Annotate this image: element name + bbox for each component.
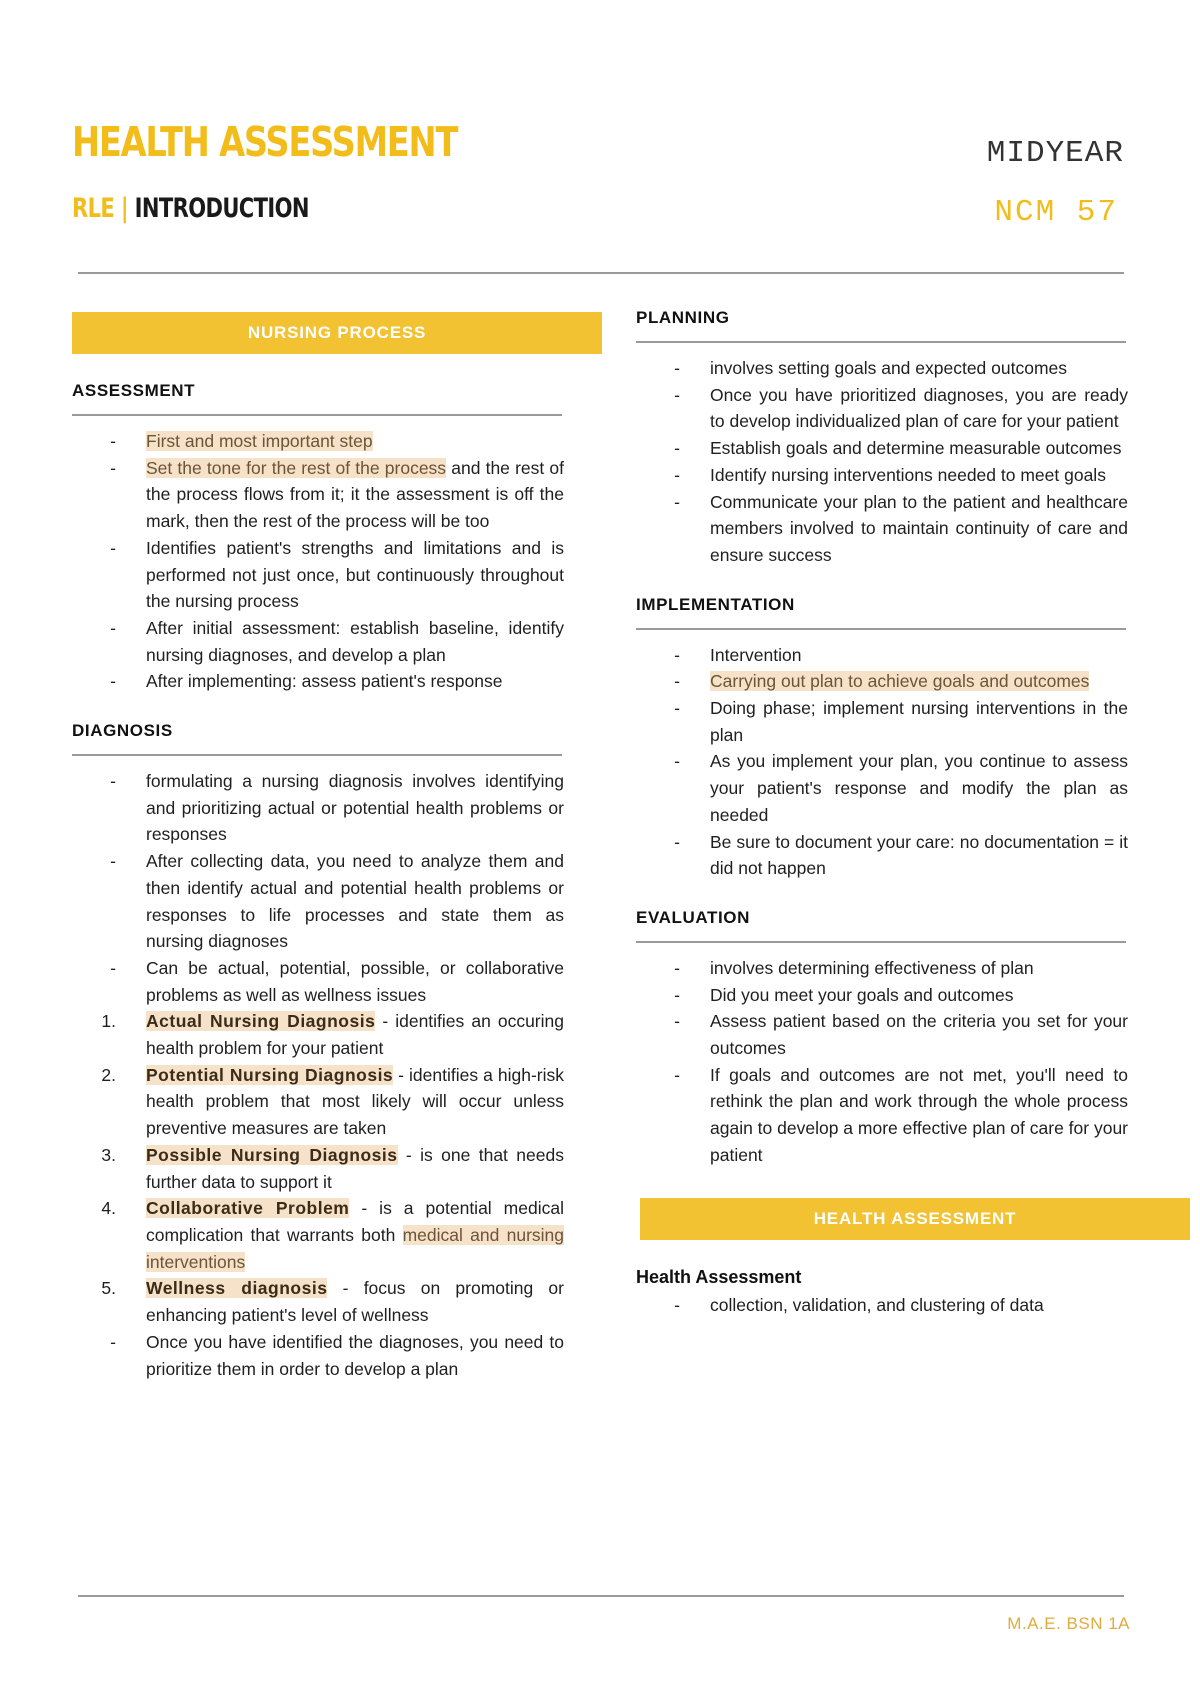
list-item — [72, 455, 564, 535]
assessment-section — [72, 381, 602, 695]
list-item — [72, 1062, 564, 1142]
list-marker: - — [110, 1331, 116, 1352]
list-marker: - — [674, 644, 680, 665]
list-marker: - — [674, 1294, 680, 1315]
evaluation-section — [636, 908, 1186, 1169]
item-text: Intervention — [710, 644, 802, 665]
item-text: After collecting data, you need to analyze them and then identify actual and potential health problems or responses to life processes and state them as nursing diagnoses — [146, 851, 564, 952]
item-text: Identify nursing interventions needed to meet goals — [710, 464, 1106, 485]
list-marker: - — [674, 698, 680, 719]
document-subtitle — [72, 193, 309, 224]
item-text: involves determining effectiveness of plan — [710, 957, 1034, 978]
item-text: Assess patient based on the criteria you set for your outcomes — [710, 1011, 1128, 1059]
list-item — [72, 535, 564, 615]
list-marker: - — [110, 537, 116, 558]
planning-section — [636, 308, 1186, 569]
highlighted-term: Actual Nursing Diagnosis — [146, 1011, 376, 1032]
item-text: collection, validation, and clustering of data — [710, 1294, 1044, 1315]
list-marker: - — [110, 671, 116, 692]
list-marker: - — [674, 358, 680, 378]
list-item — [636, 642, 1128, 669]
left-column — [72, 300, 602, 1382]
section-divider — [72, 414, 562, 416]
term-separator: - — [327, 1278, 349, 1299]
item-text: and the rest of the process flows from it; it the assessment is off the mark, then the rest of the process will be too — [146, 457, 564, 532]
diagnosis-list — [72, 768, 602, 1382]
highlighted-term: Potential Nursing Diagnosis — [146, 1064, 394, 1085]
list-marker: 4. — [101, 1198, 116, 1219]
highlighted-text: Set the tone for the rest of the process — [146, 457, 447, 478]
item-text: Once you have prioritized diagnoses, you are ready to develop individualized plan of care for your patient — [710, 384, 1128, 432]
evaluation-list — [636, 955, 1186, 1169]
list-item — [636, 435, 1128, 462]
health-assessment-heading: Health Assessment — [636, 1266, 802, 1287]
subtitle-prefix: RLE | — [72, 193, 128, 224]
item-text: Be sure to document your care: no documentation = it did not happen — [710, 831, 1128, 879]
item-text: Doing phase; implement nursing interventions in the plan — [710, 698, 1128, 745]
list-item — [636, 668, 1128, 695]
subtitle-topic: INTRODUCTION — [134, 193, 309, 224]
list-item — [636, 489, 1128, 569]
list-marker: - — [674, 491, 680, 512]
list-marker: 5. — [101, 1278, 116, 1299]
list-marker: - — [674, 1064, 680, 1085]
nursing-process-banner: NURSING PROCESS — [72, 312, 602, 354]
item-text: focus on promoting or enhancing patient's level of wellness — [146, 1278, 564, 1326]
list-marker: - — [674, 1011, 680, 1032]
list-item — [636, 748, 1128, 828]
list-marker: - — [110, 457, 116, 478]
highlighted-term: Possible Nursing Diagnosis — [146, 1144, 398, 1165]
health-assessment-list — [636, 1292, 1186, 1319]
list-marker: - — [674, 751, 680, 772]
item-text: formulating a nursing diagnosis involves identifying and prioritizing actual or potential health problems or responses — [146, 771, 564, 845]
list-item — [72, 615, 564, 668]
highlighted-text: medical and nursing interventions — [146, 1224, 564, 1272]
list-item — [72, 768, 564, 848]
section-divider — [636, 628, 1126, 630]
implementation-heading: IMPLEMENTATION — [636, 594, 795, 614]
bold-lead: After initial assessment: — [146, 617, 341, 638]
list-item — [72, 848, 564, 955]
list-item — [72, 1329, 564, 1382]
evaluation-heading: EVALUATION — [636, 907, 750, 927]
highlighted-text: First and most important step — [146, 431, 373, 451]
item-text: Once you have identified the diagnoses, you need to prioritize them in order to develop a plan — [146, 1331, 564, 1379]
section-divider — [636, 941, 1126, 943]
item-text: - is one that needs further data to support it — [146, 1144, 564, 1192]
health-assessment-banner: HEALTH ASSESSMENT — [640, 1198, 1190, 1240]
implementation-section — [636, 595, 1186, 882]
item-text: Establish goals and determine measurable outcomes — [710, 438, 1122, 459]
list-item — [636, 382, 1128, 435]
assessment-list — [72, 428, 602, 695]
highlighted-text: Carrying out plan to achieve goals and outcomes — [710, 671, 1090, 692]
header-divider — [78, 272, 1124, 274]
list-item — [72, 1195, 564, 1275]
list-marker: - — [674, 957, 680, 978]
diagnosis-section — [72, 721, 602, 1382]
list-item — [636, 955, 1128, 982]
list-marker: - — [110, 431, 116, 451]
list-marker: - — [110, 617, 116, 638]
item-text: Did you meet your goals and outcomes — [710, 984, 1014, 1005]
list-item — [72, 1008, 564, 1061]
item-text: Identifies patient's strengths and limitations and is performed not just once, but continuously throughout the nursing process — [146, 537, 564, 612]
item-text: - is a potential medical complication that warrants both — [146, 1198, 564, 1245]
list-item — [636, 1008, 1128, 1061]
assessment-heading: ASSESSMENT — [72, 381, 196, 400]
list-marker: - — [674, 984, 680, 1005]
list-item — [636, 462, 1128, 489]
list-marker: 1. — [101, 1011, 116, 1032]
item-text: establish baseline, identify nursing diagnoses, and develop a plan — [146, 617, 565, 665]
list-item — [636, 355, 1128, 382]
highlighted-term: Collaborative Problem — [146, 1198, 350, 1219]
planning-heading: PLANNING — [636, 308, 730, 327]
list-marker: - — [110, 957, 116, 978]
section-divider — [72, 754, 562, 756]
list-item — [72, 668, 564, 695]
list-item — [72, 428, 564, 455]
list-item — [636, 695, 1128, 748]
list-marker: 3. — [101, 1144, 116, 1165]
item-text: assess patient's response — [296, 671, 503, 692]
list-marker: - — [110, 771, 116, 792]
list-item — [72, 1142, 564, 1195]
list-marker: - — [674, 831, 680, 852]
list-marker: - — [674, 464, 680, 485]
item-text: - identifies a high-risk health problem that most likely will occur unless preventive measures are taken — [146, 1064, 564, 1139]
implementation-list — [636, 642, 1186, 882]
course-code: NCM 57 — [994, 195, 1118, 230]
list-item — [636, 982, 1128, 1009]
list-marker: 2. — [101, 1064, 116, 1085]
diagnosis-heading: DIAGNOSIS — [72, 721, 173, 741]
footer-divider — [78, 1595, 1124, 1597]
health-assessment-section — [636, 1267, 1186, 1319]
item-text: As you implement your plan, you continue to assess your patient's response and modify the plan as needed — [710, 751, 1128, 825]
list-item — [636, 1292, 1128, 1319]
section-divider — [636, 341, 1126, 343]
planning-list — [636, 355, 1186, 569]
item-text: Communicate your plan to the patient and healthcare members involved to maintain continuity of care and ensure success — [710, 491, 1128, 565]
list-marker: - — [674, 438, 680, 459]
highlighted-term: Wellness diagnosis — [146, 1278, 328, 1299]
list-item — [636, 829, 1128, 882]
item-text: If goals and outcomes are not met, you'll need to rethink the plan and work through the whole process again to develop a more effective plan of care for your patient — [710, 1064, 1128, 1165]
list-item — [636, 1062, 1128, 1169]
author-footer: M.A.E. BSN 1A — [1007, 1614, 1130, 1633]
right-column — [636, 300, 1186, 1318]
bold-lead: After implementing: — [146, 671, 297, 692]
list-marker: - — [674, 384, 680, 405]
item-text: - identifies an occuring health problem for your patient — [146, 1011, 564, 1059]
document-title: HEALTH ASSESSMENT — [72, 118, 458, 166]
term-label: MIDYEAR — [986, 136, 1124, 171]
list-item — [72, 1275, 564, 1328]
item-text: Can be actual, potential, possible, or collaborative problems as well as wellness issues — [146, 957, 564, 1005]
list-item — [72, 955, 564, 1008]
item-text: involves setting goals and expected outcomes — [710, 358, 1068, 378]
list-marker: - — [110, 851, 116, 872]
list-marker: - — [674, 671, 680, 692]
